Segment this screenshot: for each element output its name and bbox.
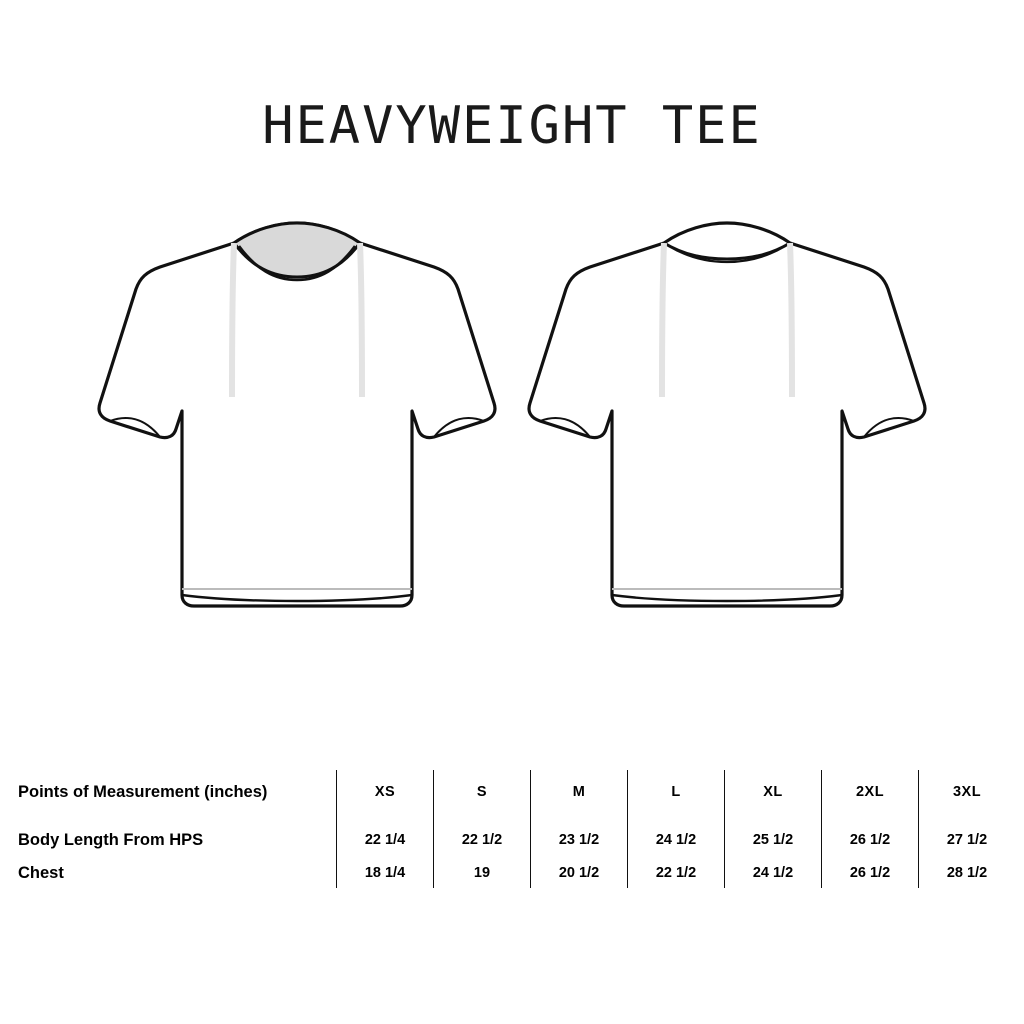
size-column-xs: XS	[337, 770, 434, 816]
measurement-header: Points of Measurement (inches)	[18, 782, 268, 801]
chest-m: 20 1/2	[531, 858, 628, 888]
body-length-s: 22 1/2	[434, 816, 531, 858]
body-length-2xl: 26 1/2	[822, 816, 919, 858]
table-header-row	[14, 770, 1015, 816]
size-column-xl: XL	[725, 770, 822, 816]
table-row	[14, 816, 1015, 858]
chest-xs: 18 1/4	[337, 858, 434, 888]
tee-front-illustration	[82, 215, 512, 640]
size-column-3xl: 3XL	[919, 770, 1016, 816]
body-length-l: 24 1/2	[628, 816, 725, 858]
size-column-2xl: 2XL	[822, 770, 919, 816]
row-label-body-length: Body Length From HPS	[18, 830, 204, 849]
size-chart	[14, 770, 1010, 888]
tee-back-illustration	[512, 215, 942, 640]
size-column-m: M	[531, 770, 628, 816]
table-row	[14, 858, 1015, 888]
chest-l: 22 1/2	[628, 858, 725, 888]
chest-3xl: 28 1/2	[919, 858, 1016, 888]
body-length-xl: 25 1/2	[725, 816, 822, 858]
chest-s: 19	[434, 858, 531, 888]
chest-xl: 24 1/2	[725, 858, 822, 888]
body-length-xs: 22 1/4	[337, 816, 434, 858]
size-column-s: S	[434, 770, 531, 816]
size-chart-table	[14, 770, 1015, 888]
size-column-l: L	[628, 770, 725, 816]
page-title: HEAVYWEIGHT TEE	[262, 96, 762, 156]
body-length-3xl: 27 1/2	[919, 816, 1016, 858]
chest-2xl: 26 1/2	[822, 858, 919, 888]
body-length-m: 23 1/2	[531, 816, 628, 858]
garment-illustrations	[0, 215, 1024, 645]
row-label-chest: Chest	[18, 863, 64, 882]
